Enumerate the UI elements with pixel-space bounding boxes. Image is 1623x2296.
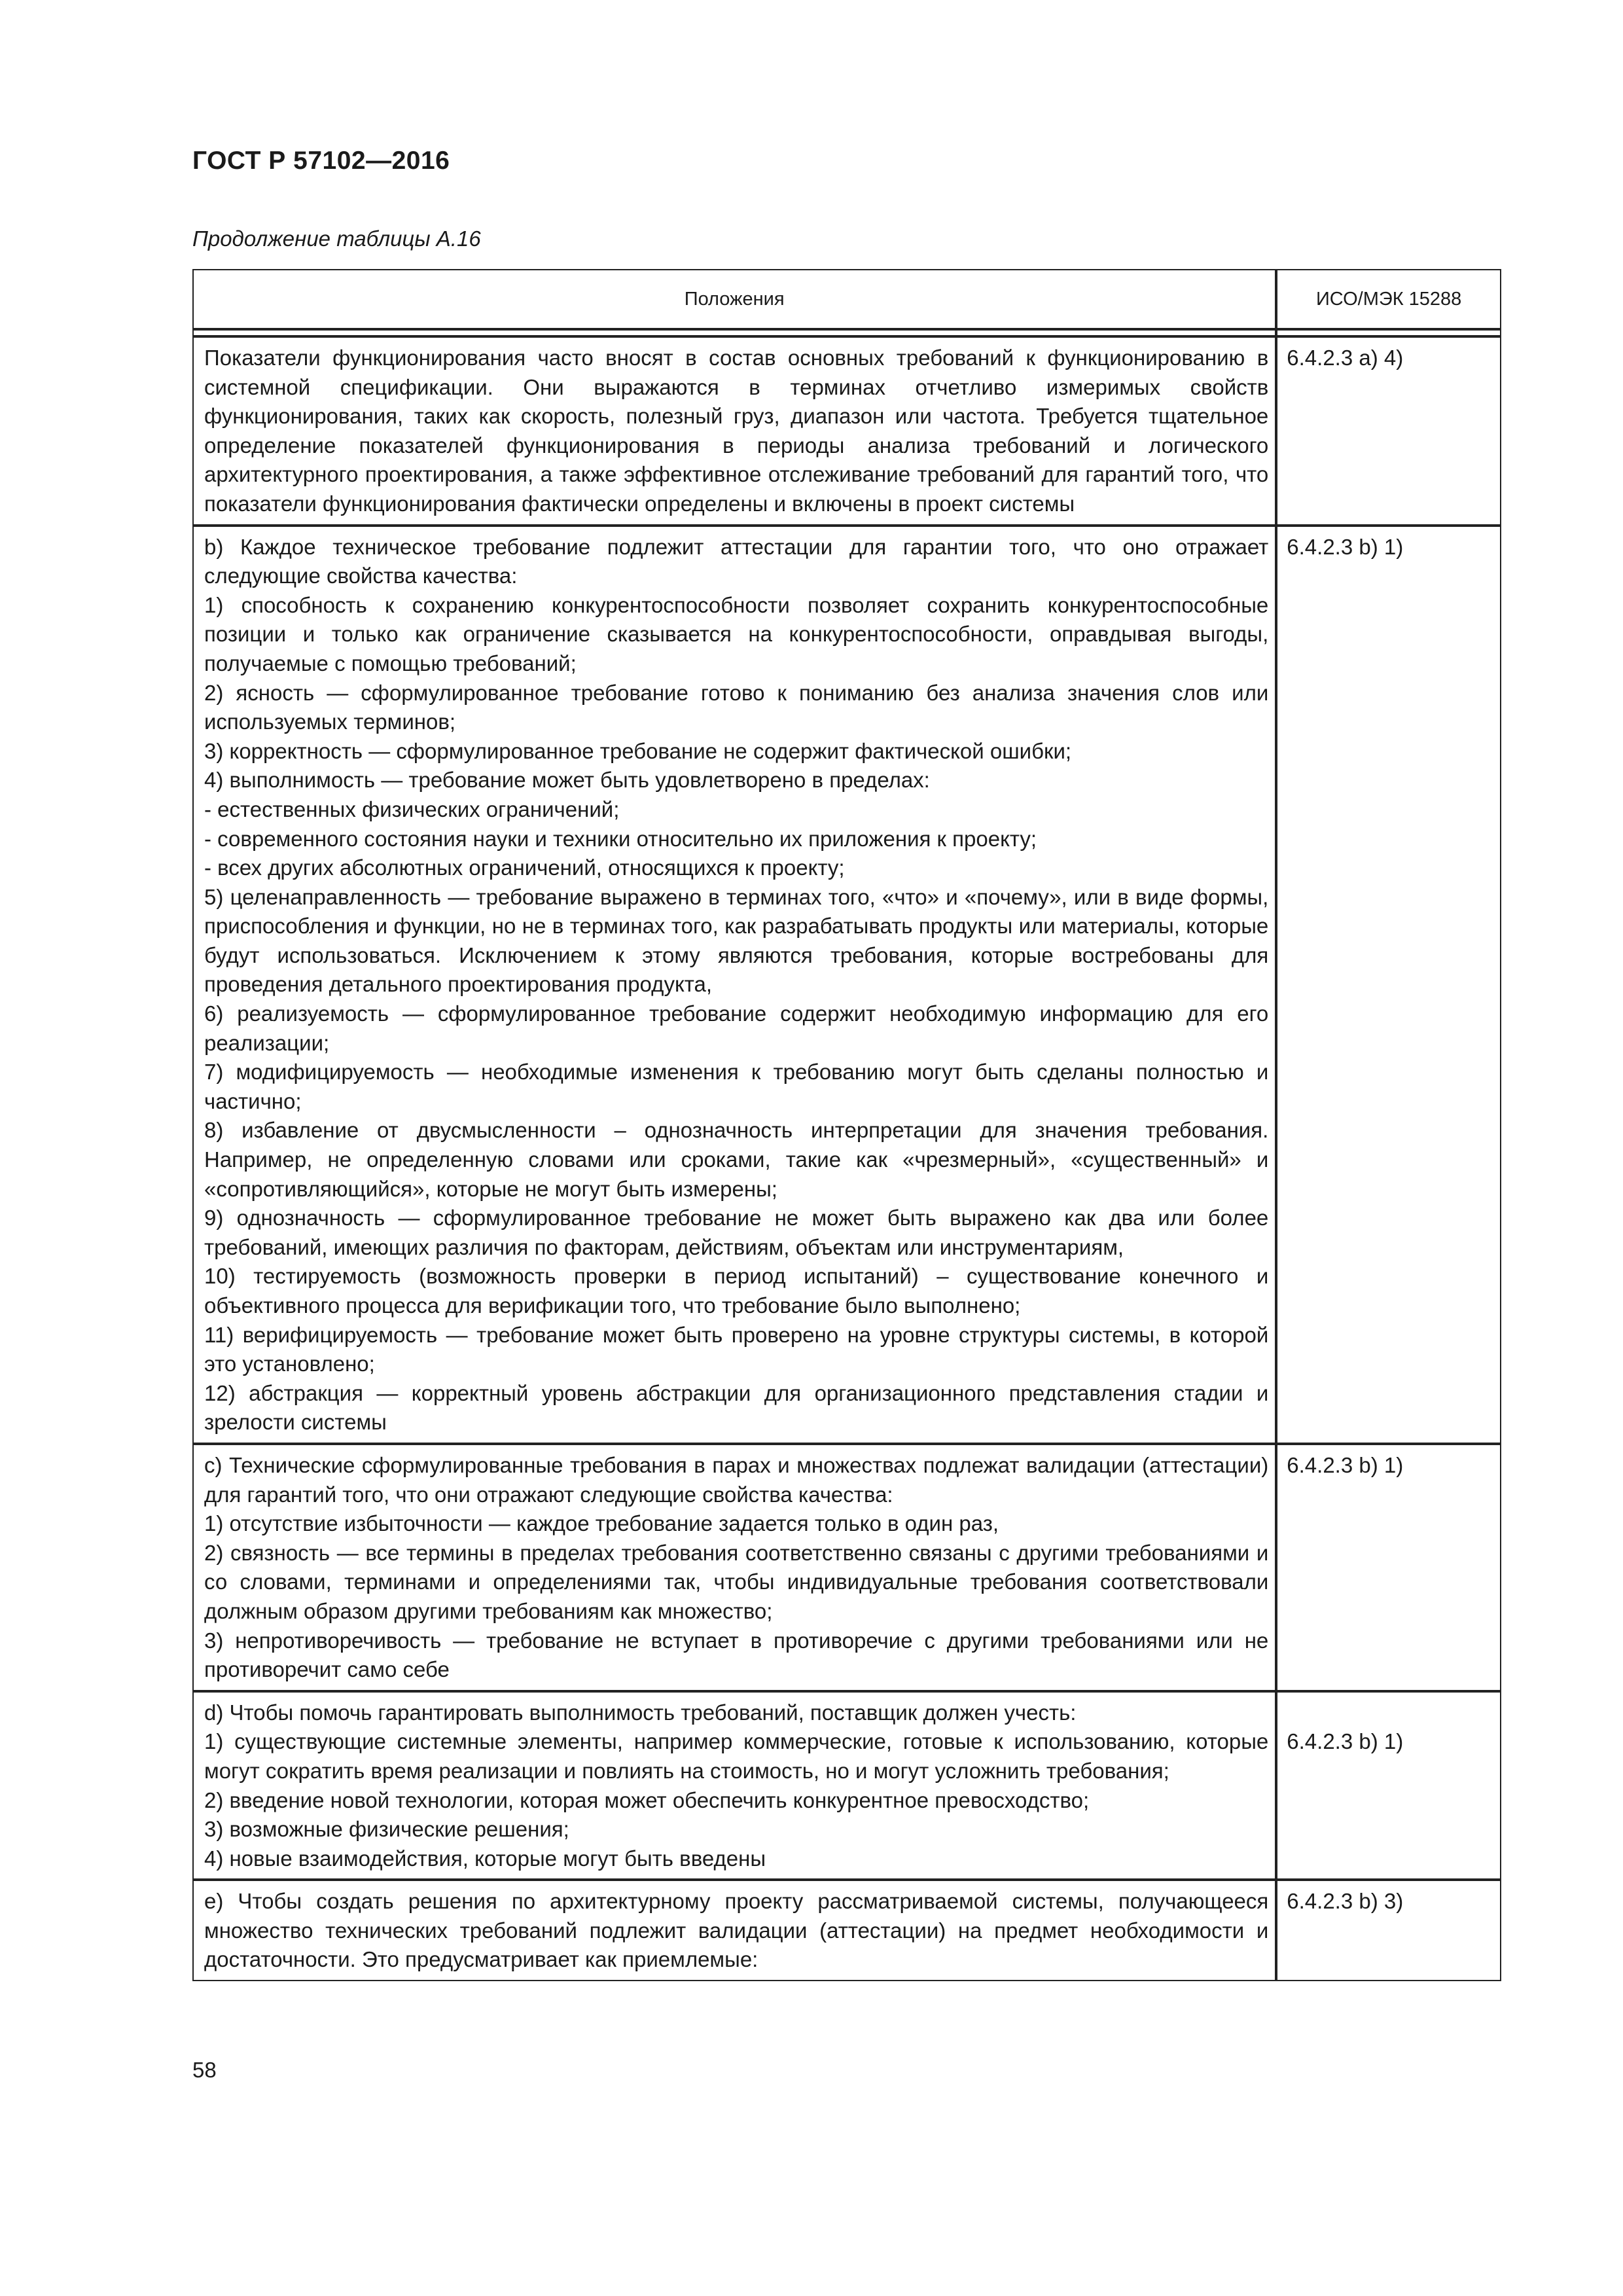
table-caption: Продолжение таблицы А.16: [192, 226, 481, 251]
provision-text: - естественных физических ограничений;: [204, 797, 620, 821]
iso-reference: 6.4.2.3 a) 4): [1287, 346, 1404, 370]
header-gap-row: [192, 329, 1501, 336]
provision-text: 1) способность к сохранению конкурентоспособности позволяет сохранить конкурентоспособные позиции и только как ограничение сказывается на конкурентоспособности, оправдывая выгоды, получаемые с помощью требований;: [204, 592, 1269, 675]
provision-text: c) Технические сформулированные требования в парах и множествах подлежат валидации (аттестации) для гарантий того, что они отражают следующие свойства качества:: [204, 1452, 1269, 1507]
provision-text: 4) выполнимость — требование может быть удовлетворено в пределах:: [204, 768, 930, 793]
provision-text: e) Чтобы создать решения по архитектурному проекту рассматриваемой системы, получающееся множество технических требований подлежит валидации (аттестации) на предмет необходимости и достаточности. Это предусматривает как приемлемые:: [204, 1889, 1269, 1972]
iso-reference-cell: [1276, 1444, 1501, 1691]
table-row: [192, 526, 1501, 1444]
provision-text: 2) ясность — сформулированное требование готово к пониманию без анализа значения слов или используемых терминов;: [204, 680, 1269, 734]
provision-text: 1) отсутствие избыточности — каждое требование задается только в один раз,: [204, 1511, 999, 1536]
provision-cell: [192, 526, 1276, 1444]
iso-reference: 6.4.2.3 b) 1): [1287, 1452, 1404, 1477]
table-row: [192, 1691, 1501, 1880]
table-body: [192, 336, 1501, 1981]
provision-text: 3) возможные физические решения;: [204, 1817, 569, 1842]
provision-text: 4) новые взаимодействия, которые могут быть введены: [204, 1846, 766, 1871]
provision-text: 7) модифицируемость — необходимые изменения к требованию могут быть сделаны полностью и частично;: [204, 1060, 1269, 1113]
provision-cell: [192, 336, 1276, 526]
provision-text: 9) однозначность — сформулированное требование не может быть выражено как два или более требований, имеющих различия по факторам, действиям, объектам или инструментариям,: [204, 1206, 1269, 1259]
provision-text: - всех других абсолютных ограничений, относящихся к проекту;: [204, 855, 845, 880]
provision-text: 11) верифицируемость — требование может быть проверено на уровне структуры системы, в которой это установлено;: [204, 1322, 1269, 1376]
column-header-iso-reference: ИСО/МЭК 15288: [1276, 269, 1501, 329]
provision-text: 12) абстракция — корректный уровень абстракции для организационного представления стадии и зрелости системы: [204, 1380, 1269, 1435]
header-gap: [1276, 329, 1501, 336]
iso-reference-cell: [1276, 336, 1501, 526]
provision-text: 3) непротиворечивость — требование не вступает в противоречие с другими требованиями или не противоречит само себе: [204, 1628, 1269, 1682]
table-header-row: [192, 269, 1501, 329]
provision-cell: [192, 1691, 1276, 1880]
iso-reference: 6.4.2.3 b) 1): [1287, 1729, 1404, 1754]
table-row: [192, 336, 1501, 526]
provision-text: d) Чтобы помочь гарантировать выполнимость требований, поставщик должен учесть:: [204, 1700, 1077, 1725]
provision-text: - современного состояния науки и техники относительно их приложения к проекту;: [204, 826, 1037, 851]
iso-reference: 6.4.2.3 b) 3): [1287, 1889, 1404, 1914]
column-header-provisions: Положения: [192, 269, 1276, 329]
provision-text: 8) избавление от двусмысленности – однозначность интерпретации для значения требования. Например, не определенную словами или сроками, такие как «чрезмерный», «существенный» и «сопротивляющийся», которые не могут быть измерены;: [204, 1118, 1269, 1201]
provision-cell: [192, 1444, 1276, 1691]
provision-cell: [192, 1880, 1276, 1981]
provision-text: 5) целенаправленность — требование выражено в терминах того, «что» и «почему», или в виде формы, приспособления и функции, но не в терминах того, как разрабатывать продукты или материалы, которые будут использоваться. Исключением к этому являются требования, которые востребованы для проведения детального проектирования продукта,: [204, 884, 1269, 997]
page-number: 58: [192, 2058, 217, 2082]
provision-text: 2) введение новой технологии, которая может обеспечить конкурентное превосходство;: [204, 1787, 1090, 1812]
provision-text: Показатели функционирования часто вносят в состав основных требований к функционированию в системной спецификации. Они выражаются в терминах отчетливо измеримых свойств функционирования, таких как скорость, полезный груз, диапазон или частота. Требуется тщательное определение показателей функционирования в периоды анализа требований и логического архитектурного проектирования, а также эффективное отслеживание требований для гарантий того, что показатели функционирования фактически определены и включены в проект системы: [204, 346, 1269, 516]
provision-text: 2) связность — все термины в пределах требования соответственно связаны с другими требованиями и со словами, терминами и определениями так, чтобы индивидуальные требования соответствовали должным образом другими требованиям как множество;: [204, 1540, 1269, 1623]
requirements-table: [192, 269, 1501, 1981]
provision-text: b) Каждое техническое требование подлежит аттестации для гарантии того, что оно отражает следующие свойства качества:: [204, 534, 1269, 588]
document-code: ГОСТ Р 57102—2016: [192, 147, 450, 175]
provision-text: 10) тестируемость (возможность проверки в период испытаний) – существование конечного и объективного процесса для верификации того, что требование было выполнено;: [204, 1264, 1269, 1318]
iso-reference-cell: [1276, 526, 1501, 1444]
iso-reference-cell: [1276, 1691, 1501, 1880]
table-row: [192, 1880, 1501, 1981]
iso-reference: 6.4.2.3 b) 1): [1287, 534, 1404, 559]
provision-text: 3) корректность — сформулированное требование не содержит фактической ошибки;: [204, 738, 1072, 763]
table-row: [192, 1444, 1501, 1691]
provision-text: 6) реализуемость — сформулированное требование содержит необходимую информацию для его реализации;: [204, 1001, 1269, 1055]
provision-text: 1) существующие системные элементы, например коммерческие, готовые к использованию, которые могут сократить время реализации и повлиять на стоимость, но и могут усложнить требования;: [204, 1729, 1269, 1783]
iso-reference-cell: [1276, 1880, 1501, 1981]
header-gap: [192, 329, 1276, 336]
